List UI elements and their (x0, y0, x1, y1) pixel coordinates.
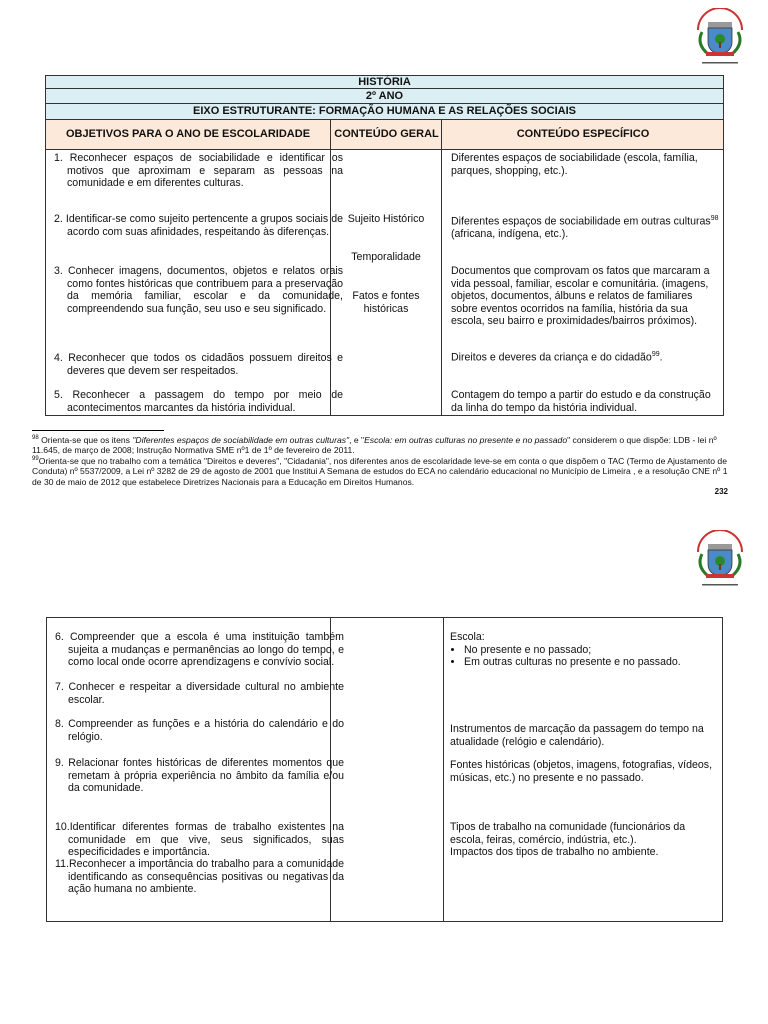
year-title: 2º ANO (45, 88, 724, 104)
axis-title: EIXO ESTRUTURANTE: FORMAÇÃO HUMANA E AS RELAÇÕES SOCIAIS (45, 103, 724, 120)
curriculum-table-2 (46, 617, 723, 922)
footnote-divider (32, 430, 164, 431)
specific-content-item: Documentos que comprovam os fatos que marcaram a vida pessoal, familiar, escolar e comunitária. (imagens, objetos, documentos, álbuns e relatos de familiares sobre eventos ocorridos na família, história da sua escola, seu bairro e proximidades/bairros próximos). (451, 265, 710, 328)
general-content-item: Fatos e fontes históricas (352, 290, 420, 315)
page-number: 232 (714, 487, 728, 496)
general-content-item: Sujeito Histórico (347, 213, 425, 225)
specific-content-item: Contagem do tempo a partir do estudo e da construção da linha do tempo da história individual. (451, 389, 711, 414)
specific-content-item: Fontes históricas (objetos, imagens, fotografias, vídeos, músicas, etc.) no presente e no passado. (450, 759, 713, 784)
specific-content-item: Diferentes espaços de sociabilidade em outras culturas$^{98}$ (africana, indígena, etc.). (451, 215, 719, 241)
column-header-objectives: OBJETIVOS PARA O ANO DE ESCOLARIDADE (65, 128, 311, 140)
objective-item: 7. Conhecer e respeitar a diversidade cultural no ambiente escolar. (55, 681, 344, 706)
specific-content-item: Tipos de trabalho na comunidade (funcionários da escola, feiras, comércio, indústria, etc.). (450, 821, 686, 846)
school-content-list: • No presente e no passado; • Em outras culturas no presente e no passado. (450, 644, 720, 669)
column-header-general: CONTEÚDO GERAL (330, 120, 442, 149)
objective-item: 5. Reconhecer a passagem do tempo por meio de acontecimentos marcantes da história individual. (54, 389, 343, 414)
general-content-item: Temporalidade (351, 251, 421, 263)
objective-item: 4. Reconhecer que todos os cidadãos possuem direitos e deveres que devem ser respeitados. (54, 352, 343, 377)
objective-item: 1. Reconhecer espaços de sociabilidade e identificar os motivos que aproximam e separam as pessoas na comunidade e em diferentes culturas. (54, 152, 343, 190)
objective-item: 9. Relacionar fontes históricas de diferentes momentos que remetam à própria experiência no âmbito da família e/ou da comunidade. (55, 757, 344, 795)
objective-item: 8. Compreender as funções e a história do calendário e do relógio. (55, 718, 344, 743)
column-header-specific: CONTEÚDO ESPECÍFICO (441, 120, 724, 149)
specific-content-item: Diferentes espaços de sociabilidade (escola, família, parques, shopping, etc.). (451, 152, 698, 177)
footnote-98: $^{98}$ Orienta-se que os itens "Diferentes espaços de sociabilidade em outras culturas", e "Escola: em outras culturas no presente e no passado" considerem o que dispõe: LDB - lei nº 11.645, de março de 2008; Instrução Normativa SME nº1 de 1º de fevereiro de 2011. (32, 434, 717, 456)
school-content: Escola: • No presente e no passado; • Em outras culturas no presente e no passado. (450, 631, 720, 669)
column-headers (45, 119, 724, 150)
specific-content-item: Direitos e deveres da criança e do cidadão$^{99}$. (451, 351, 663, 364)
objective-item: 10.Identificar diferentes formas de trabalho existentes na comunidade em que vive, seus significados, suas especificidades e importância. (55, 821, 344, 859)
objective-item: 2. Identificar-se como sujeito pertencente a grupos sociais de acordo com suas afinidades, respeitando às diferenças. (54, 213, 343, 238)
city-crest-logo (680, 530, 760, 590)
footnote-99: $^{99}$Orienta-se que no trabalho com a temática "Direitos e deveres", "Cidadania", nos diferentes anos de escolaridade leve-se em conta o que dispõem o TAC (Termo de Ajustamento de Conduta) nº 5537/2009, a Lei nº 3282 de 29 de agosto de 2001 que Institui A Semana de estudos do ECA no calendário educacional no Município de Limeira , e a resolução CNE nº 1 de 30 de maio de 2012 que estabelece Diretrizes Nacionais para a Educação em Direitos Humanos. (32, 455, 728, 488)
objective-item: 11.Reconhecer a importância do trabalho para a comunidade identificando as consequências positivas ou negativas da ação humana no ambiente. (55, 858, 344, 896)
objective-item: 6. Compreender que a escola é uma instituição também sujeita a mudanças e permanências ao longo do tempo, e como local onde ocorre aprendizagens e convívio social. (55, 631, 344, 669)
objective-item: 3. Conhecer imagens, documentos, objetos e relatos orais como fontes históricas que contribuem para a preservação da memória familiar, escolar e da comunidade, compreendendo sua função, seu uso e seu significado. (54, 265, 343, 315)
curriculum-table-1 (45, 149, 724, 416)
specific-content-item: Impactos dos tipos de trabalho no ambiente. (450, 846, 659, 858)
specific-content-item: Instrumentos de marcação da passagem do tempo na atualidade (relógio e calendário). (450, 723, 704, 748)
city-crest-logo (680, 8, 760, 68)
subject-title: HISTÓRIA (45, 75, 724, 89)
